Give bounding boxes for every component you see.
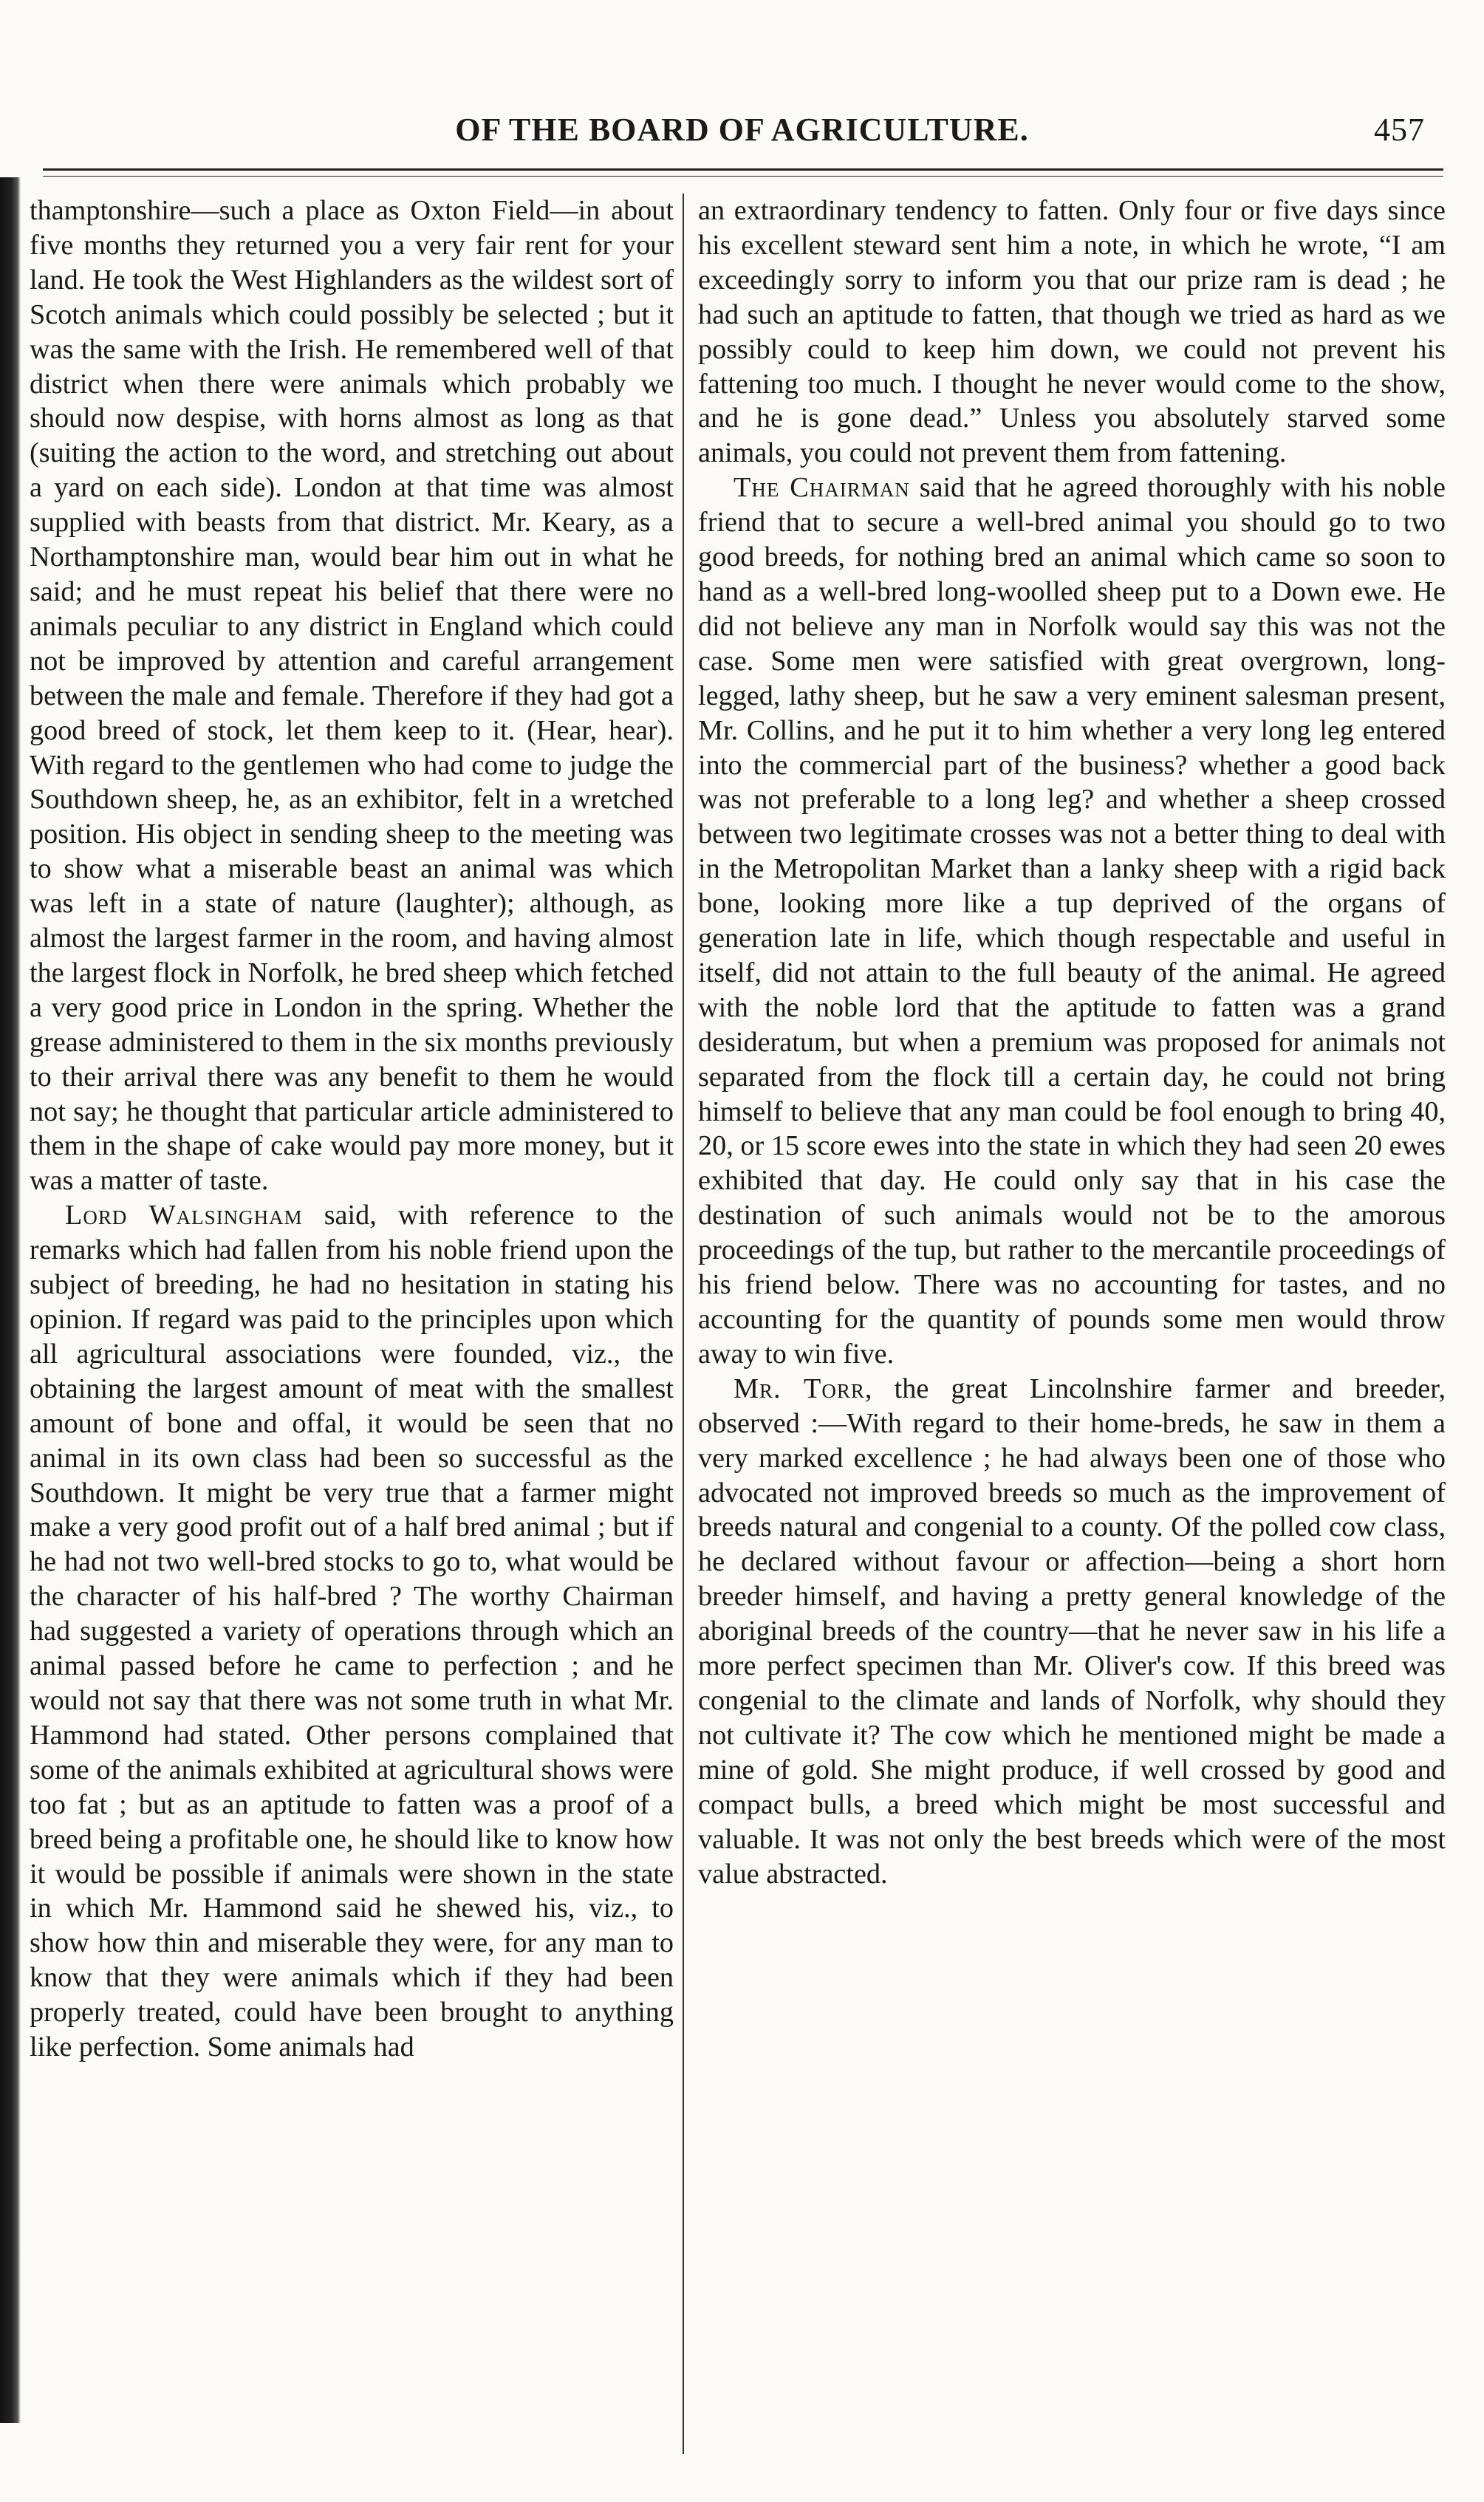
right-column	[698, 194, 1446, 2461]
right-paragraph-3	[698, 1372, 1446, 1892]
speaker-name: The Chairman	[734, 472, 910, 504]
right-paragraph-2	[698, 471, 1446, 1372]
column-divider	[683, 194, 684, 2454]
binding-shadow	[0, 177, 21, 2423]
page-header	[59, 111, 1425, 155]
left-paragraph-2	[30, 1198, 674, 2065]
right-paragraph-1: an extraordinary tendency to fatten. Only four or five days since his excellent steward sent him a note, in which he wrote, “I am exceedingly sorry to inform you that our prize ram is dead ; he had such an aptitude to fatten, that though we tried as hard as we possibly could to keep him down, we could not prevent his fattening too much. I thought he never would come to the show, and he is gone dead.” Unless you absolutely starved some animals, you could not prevent them from fattening.	[698, 195, 1446, 469]
page-number: 457	[1374, 112, 1425, 148]
left-column	[30, 194, 674, 2461]
header-rule-thick	[43, 168, 1443, 171]
left-paragraph-2-text: said, with reference to the remarks which had fallen from his noble friend upon the subject of breeding, he had no hesitation in stating his opinion. If regard was paid to the principles upon which all agricultural associations were founded, viz., the obtaining the largest amount of meat with the smallest amount of bone and offal, it would be seen that no animal in its own class had been so successful as the Southdown. It might be very true that a farmer might make a very good profit out of a half bred animal ; but if he had not two well-bred stocks to go to, what would be the character of his half-bred ? The worthy Chairman had suggested a variety of operations through which an animal passed before he came to perfection ; and he would not say that there was not some truth in what Mr. Hammond had stated. Other persons complained that some of the animals exhibited at agricultural shows were too fat ; but as an aptitude to fatten was a proof of a breed being a profitable one, he should like to know how it would be possible if animals were shown in the state in which Mr. Hammond said he shewed his, viz., to show how thin and miserable they were, for any man to know that they were animals which if they had been properly treated, could have been brought to anything like perfection. Some animals had	[30, 1200, 674, 2063]
running-title: OF THE BOARD OF AGRICULTURE.	[455, 112, 1029, 148]
header-rule-thin	[43, 176, 1443, 177]
right-paragraph-3-text: , the great Lincolnshire farmer and breeder, observed :—With regard to their home-breds, he saw in them a very marked excellence ; he had always been one of those who advocated not improved breeds so much as the improvement of breeds natural and congenial to a county. Of the polled cow class, he declared without favour or affection—being a short horn breeder himself, and having a pretty general knowledge of the aboriginal breeds of the country—that he never saw in his life a more perfect specimen than Mr. Oliver's cow. If this breed was congenial to the climate and lands of Norfolk, why should they not cultivate it? The cow which he mentioned might be made a mine of gold. She might produce, if well crossed by good and compact bulls, a breed which might be most successful and valuable. It was not only the best breeds which were of the most value abstracted.	[698, 1373, 1446, 1890]
speaker-name: Lord Walsingham	[65, 1200, 303, 1231]
left-paragraph-1: thamptonshire—such a place as Oxton Field—in about five months they returned you a very fair rent for your land. He took the West Highlanders as the wildest sort of Scotch animals which could possibly be selected ; but it was the same with the Irish. He remembered well of that district when there were animals which probably we should now despise, with horns almost as long as that (suiting the action to the word, and stretching out about a yard on each side). London at that time was almost supplied with beasts from that district. Mr. Keary, as a Northamptonshire man, would bear him out in what he said; and he must repeat his belief that there were no animals peculiar to any district in England which could not be improved by attention and careful arrangement between the male and female. Therefore if they had got a good breed of stock, let them keep to it. (Hear, hear). With regard to the gentlemen who had come to judge the Southdown sheep, he, as an exhibitor, felt in a wretched position. His object in sending sheep to the meeting was to show what a miserable beast an animal was which was left in a state of nature (laughter); although, as almost the largest farmer in the room, and having almost the largest flock in Norfolk, he bred sheep which fetched a very good price in London in the spring. Whether the grease administered to them in the six months previously to their arrival there was any benefit to them he would not say; he thought that particular article administered to them in the shape of cake would pay more money, but it was a matter of taste.	[30, 195, 674, 1197]
right-paragraph-2-text: said that he agreed thoroughly with his noble friend that to secure a well-bred animal you should go to two good breeds, for nothing bred an animal which came so soon to hand as a well-bred long-woolled sheep put to a Down ewe. He did not believe any man in Norfolk would say this was not the case. Some men were satisfied with great overgrown, long-legged, lathy sheep, but he saw a very eminent salesman present, Mr. Collins, and he put it to him whether a very long leg entered into the commercial part of the business? whether a good back was not preferable to a long leg? and whether a sheep crossed between two legitimate crosses was not a better thing to deal with in the Metropolitan Market than a lanky sheep with a rigid back bone, looking more like a tup deprived of the organs of generation late in life, which though respectable and useful in itself, did not attain to the full beauty of the animal. He agreed with the noble lord that the aptitude to fatten was a grand desideratum, but when a premium was proposed for animals not separated from the flock till a certain day, he could not bring himself to believe that any man could be fool enough to bring 40, 20, or 15 score ewes into the state in which they had seen 20 ewes exhibited that day. He could only say that in his case the destination of such animals would not be to the amorous proceedings of the tup, but rather to the mercantile proceedings of his friend below. There was no accounting for tastes, and no accounting for the quantity of pounds some men would throw away to win five.	[698, 472, 1446, 1370]
speaker-name: Mr. Torr	[734, 1373, 865, 1404]
